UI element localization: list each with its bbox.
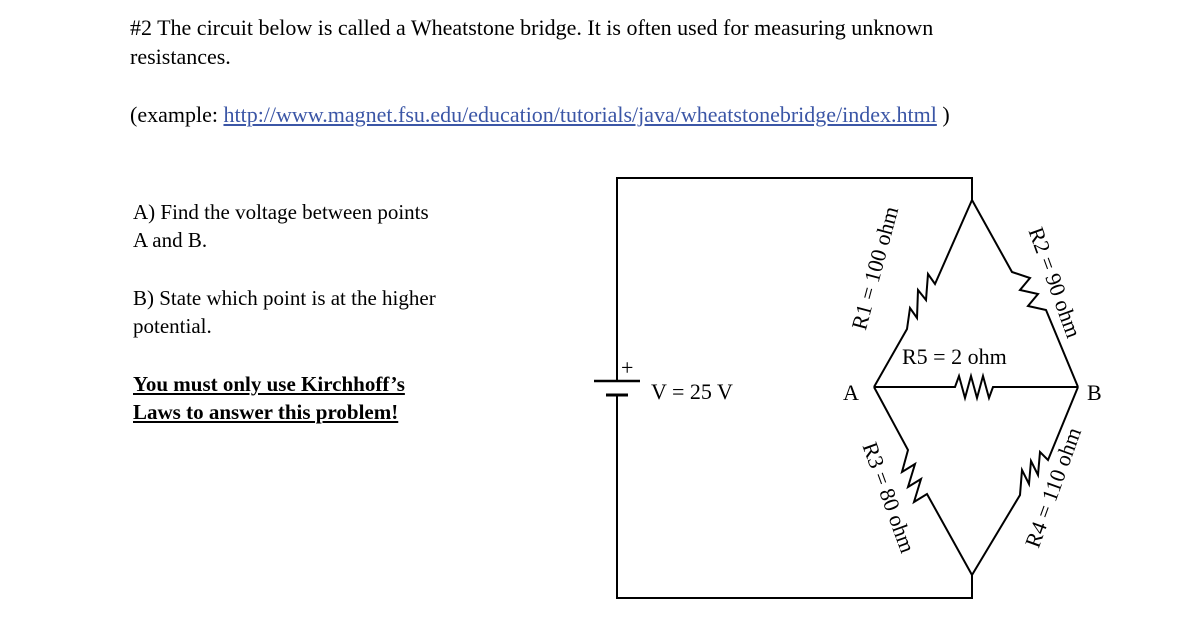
example-prefix: (example: bbox=[130, 102, 224, 127]
part-a-line-2: A and B. bbox=[133, 228, 208, 252]
battery-plus-sign: + bbox=[621, 355, 634, 380]
intro-line-1: #2 The circuit below is called a Wheatstone bridge. It is often used for measuring unknown bbox=[130, 15, 934, 40]
kirchhoff-note-line-1: You must only use Kirchhoff’s bbox=[133, 372, 405, 396]
kirchhoff-note-line-2: Laws to answer this problem! bbox=[133, 400, 399, 424]
voltage-label: V = 25 V bbox=[651, 379, 733, 404]
example-link[interactable]: http://www.magnet.fsu.edu/education/tutorials/java/wheatstonebridge/index.html bbox=[223, 102, 937, 127]
node-b-label: B bbox=[1087, 380, 1102, 405]
part-b-line-2: potential. bbox=[133, 314, 212, 338]
part-a-line-1: A) Find the voltage between points bbox=[133, 200, 429, 224]
outer-wire-bottom bbox=[617, 395, 972, 598]
node-a-label: A bbox=[843, 380, 859, 405]
intro-line-2: resistances. bbox=[130, 44, 231, 69]
r2-label: R2 = 90 ohm bbox=[1023, 223, 1087, 342]
r5-label: R5 = 2 ohm bbox=[902, 344, 1007, 369]
r4-label: R4 = 110 ohm bbox=[1019, 424, 1087, 551]
r1-label: R1 = 100 ohm bbox=[846, 203, 904, 333]
example-suffix: ) bbox=[936, 102, 950, 127]
part-b-line-1: B) State which point is at the higher bbox=[133, 286, 436, 310]
r3-label: R3 = 80 ohm bbox=[857, 438, 921, 557]
resistor-r5 bbox=[874, 376, 1078, 398]
